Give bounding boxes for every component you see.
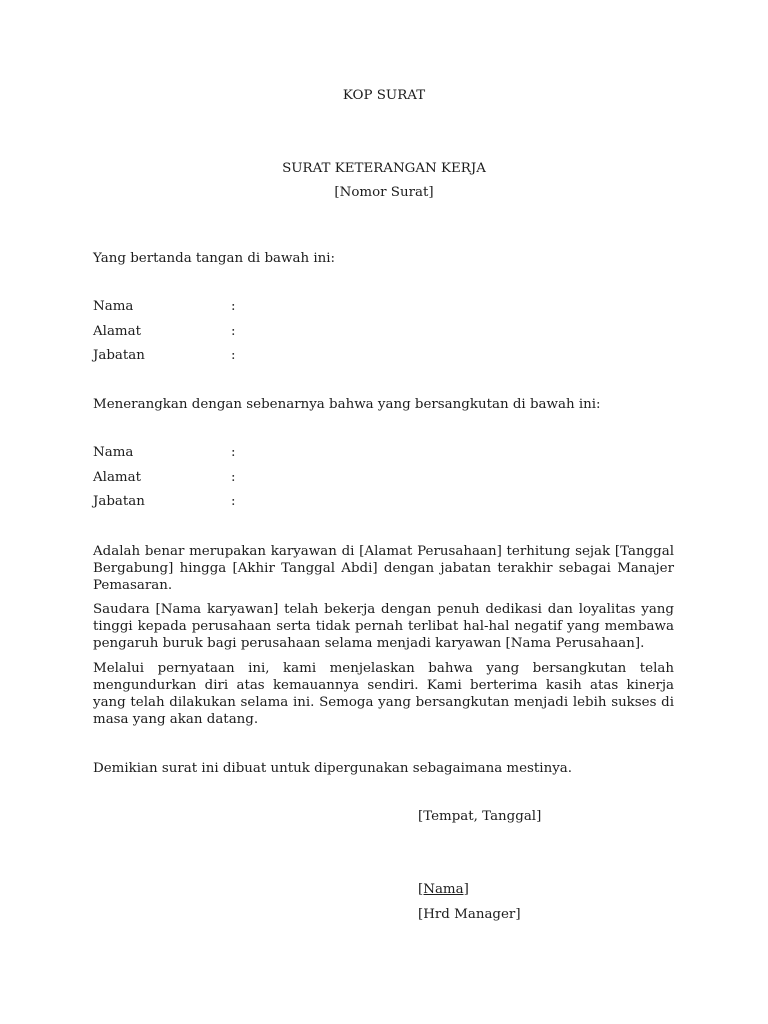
signer-position-label: Jabatan	[93, 348, 145, 363]
signer-address-colon: :	[231, 324, 236, 339]
subject-position-colon: :	[231, 494, 236, 509]
signature-place-date: [Tempat, Tanggal]	[418, 809, 542, 824]
subject-address-colon: :	[231, 470, 236, 485]
subject-intro: Menerangkan dengan sebenarnya bahwa yang bersangkutan di bawah ini:	[93, 397, 601, 412]
signer-position-colon: :	[231, 348, 236, 363]
paragraph-dedication: Saudara [Nama karyawan] telah bekerja dengan penuh dedikasi dan loyalitas yang tinggi kepada perusahaan serta tidak pernah terlibat hal-hal negatif yang membawa pengaruh buruk bagi perusahaan selama menjadi karyawan [Nama Perusahaan].	[93, 602, 674, 651]
signer-address-label: Alamat	[93, 324, 141, 339]
signature-name: [Nama]	[418, 882, 469, 897]
signer-name-label: Nama	[93, 299, 134, 314]
subject-position-label: Jabatan	[93, 494, 145, 509]
subject-address-label: Alamat	[93, 470, 141, 485]
closing-statement: Demikian surat ini dibuat untuk dipergunakan sebagaimana mestinya.	[93, 761, 573, 776]
letter-title: SURAT KETERANGAN KERJA	[282, 161, 486, 176]
signer-name-colon: :	[231, 299, 236, 314]
subject-name-colon: :	[231, 445, 236, 460]
subject-name-label: Nama	[93, 445, 134, 460]
letterhead: KOP SURAT	[342, 88, 426, 103]
paragraph-resignation: Melalui pernyataan ini, kami menjelaskan bahwa yang bersangkutan telah mengundurkan diri atas kemauannya sendiri. Kami berterima kasih atas kinerja yang telah dilakukan selama ini. Semoga yang bersangkutan menjadi lebih sukses di masa yang akan datang.	[93, 661, 674, 727]
signer-intro: Yang bertanda tangan di bawah ini:	[93, 251, 336, 266]
letter-number: [Nomor Surat]	[334, 185, 434, 200]
paragraph-employment: Adalah benar merupakan karyawan di [Alamat Perusahaan] terhitung sejak [Tanggal Bergabung] hingga [Akhir Tanggal Abdi] dengan jabatan terakhir sebagai Manajer Pemasaran.	[93, 544, 674, 593]
signature-position: [Hrd Manager]	[418, 907, 521, 922]
